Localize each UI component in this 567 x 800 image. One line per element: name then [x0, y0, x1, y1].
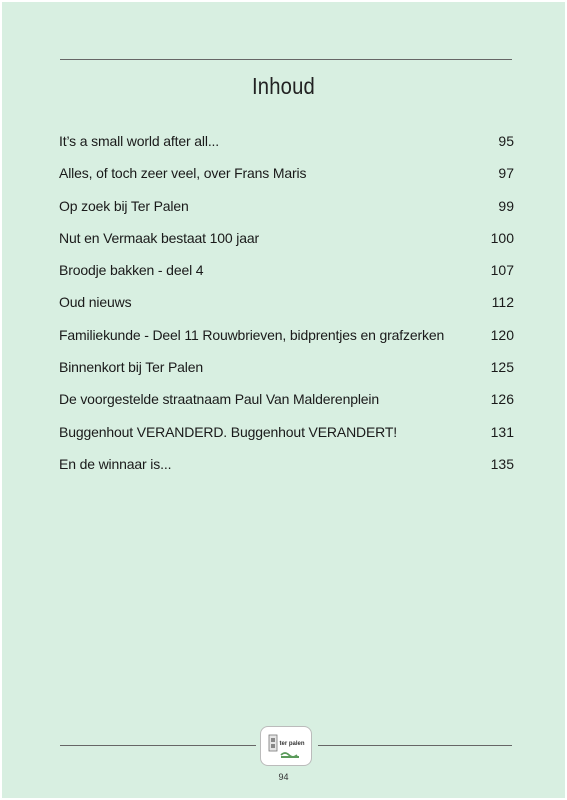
toc-entry-page: 97: [498, 165, 514, 182]
toc-entry-title: De voorgestelde straatnaam Paul Van Malderenplein: [59, 391, 380, 408]
toc-entry[interactable]: [59, 359, 514, 391]
toc-entry-page: 112: [491, 294, 514, 311]
toc-entry-page: 120: [490, 326, 514, 343]
toc-entry[interactable]: [59, 391, 514, 423]
ter-palen-logo: [260, 726, 312, 766]
toc-entry[interactable]: [59, 165, 514, 197]
toc-entry-title: En de winnaar is...: [59, 455, 172, 472]
toc-entry-title: Oud nieuws: [59, 294, 132, 311]
toc-entry-page: 99: [498, 197, 514, 214]
toc-entry[interactable]: [59, 327, 514, 359]
toc-entry-page: 126: [490, 391, 514, 408]
toc-entry[interactable]: [59, 424, 514, 456]
bottom-divider-left: [60, 745, 256, 746]
toc-entry-title: It’s a small world after all...: [59, 133, 220, 149]
page-title: Inhoud: [252, 73, 315, 99]
table-of-contents: [59, 133, 514, 488]
toc-entry-title: Broodje bakken - deel 4: [59, 262, 204, 279]
toc-entry-title: Alles, of toch zeer veel, over Frans Maris: [59, 165, 307, 182]
toc-entry-page: 135: [490, 455, 514, 472]
toc-entry-title: Buggenhout VERANDERD. Buggenhout VERANDERT!: [59, 423, 398, 440]
toc-entry-page: 125: [490, 359, 514, 376]
toc-entry[interactable]: [59, 198, 514, 230]
toc-entry[interactable]: [59, 294, 514, 326]
toc-entry-title: Binnenkort bij Ter Palen: [59, 359, 204, 376]
toc-entry-title: Op zoek bij Ter Palen: [59, 197, 189, 214]
toc-entry-title: Familiekunde - Deel 11 Rouwbrieven, bidprentjes en grafzerken: [59, 326, 445, 343]
toc-entry-page: 100: [490, 229, 514, 246]
toc-entry[interactable]: [59, 230, 514, 262]
toc-entry[interactable]: [59, 262, 514, 294]
toc-entry-page: 107: [490, 262, 514, 279]
toc-entry[interactable]: [59, 456, 514, 488]
logo-text: ter palen: [279, 741, 305, 747]
bottom-divider-right: [318, 745, 512, 746]
toc-entry-page: 95: [498, 133, 514, 149]
document-page: [2, 2, 565, 798]
top-divider: [60, 59, 512, 60]
toc-entry-title: Nut en Vermaak bestaat 100 jaar: [59, 229, 260, 246]
page-number: 94: [278, 772, 289, 782]
toc-entry[interactable]: [59, 133, 514, 165]
toc-entry-page: 131: [490, 423, 514, 440]
logo-graphic: [261, 727, 311, 765]
